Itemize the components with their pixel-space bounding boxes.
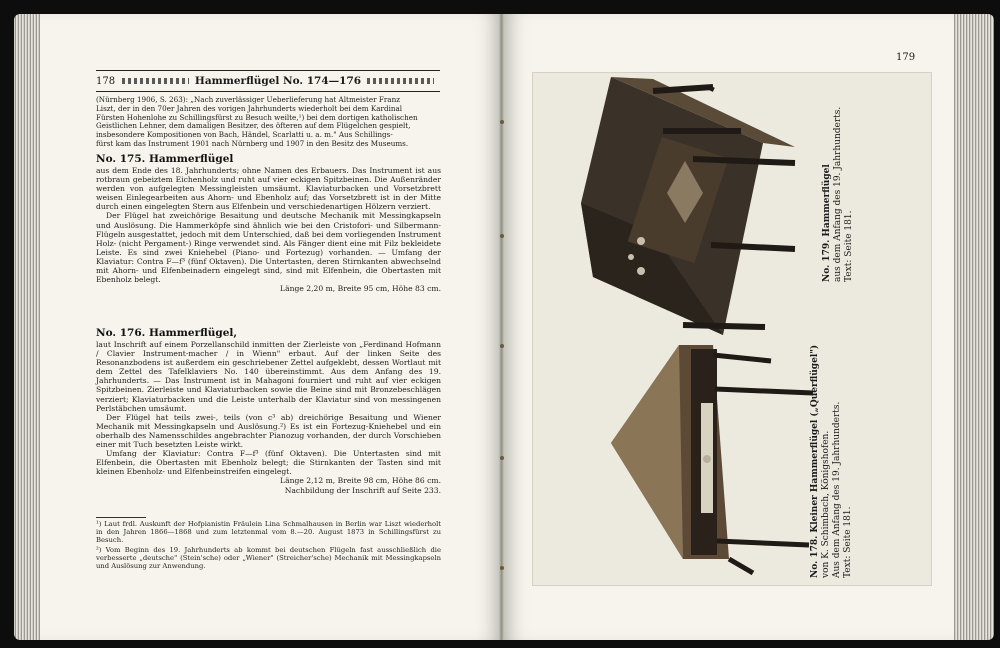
header-ornament [367, 78, 434, 84]
intro-line: (Nürnberg 1906, S. 263): „Nach zuverlässiger Ueberlieferung hat Altmeister Franz [96, 95, 400, 104]
entry-175-body [96, 166, 441, 293]
entry-176-para: Umfang der Klaviatur: Contra F—f³ (fünf Oktaven). Die Untertasten sind mit Elfenbein, die Obertasten mit Ebenholz belegt; die Stirnkanten der Tasten sind mit kleinen Ebenholz- und Elfenbeinstreifen eingelegt. [96, 449, 441, 477]
intro-line: Geistlichen Lehner, dem damaligen Besitzer, des öfteren auf dem Flügelchen gespielt, [96, 121, 411, 131]
entry-176-dimensions: Länge 2,12 m, Breite 98 cm, Höhe 86 cm. [280, 476, 441, 486]
intro-line: Liszt, der in den 70er Jahren des vorigen Jahrhunderts wiederholt bei dem Kardinal [96, 103, 403, 113]
page-number-right: 179 [896, 52, 916, 63]
piano-179-photo [581, 77, 795, 335]
header-ornament [122, 78, 189, 84]
entry-176-heading: No. 176. Hammerflügel, [96, 327, 238, 339]
binding-stitch [500, 234, 504, 238]
caption-179-ref: Text: Seite 181. [844, 210, 854, 282]
piano-photographs [533, 73, 931, 585]
intro-line: insbesondere Kompositionen von Bach, Händel, Scarlatti u. a. m." Aus Schillings- [96, 130, 393, 140]
right-page-edges [950, 14, 994, 640]
intro-paragraph [96, 96, 441, 149]
caption-179 [822, 107, 855, 282]
intro-line: fürst kam das Instrument 1901 nach Nürnberg und 1907 in den Besitz des Museums. [96, 138, 409, 148]
caption-178-ref: Text: Seite 181. [843, 506, 853, 578]
running-header [96, 70, 440, 92]
entry-175-heading: No. 175. Hammerflügel [96, 153, 234, 165]
footnote-rule [96, 517, 146, 518]
running-title: Hammerflügel No. 174—176 [194, 75, 362, 87]
entry-175-dimensions: Länge 2,20 m, Breite 95 cm, Höhe 83 cm. [280, 284, 441, 294]
binding-stitch [500, 456, 504, 460]
piano-178-photo [611, 345, 813, 573]
entry-175-para: Der Flügel hat zweichörige Besaitung und deutsche Mechanik mit Messingkapseln und Auslösung. Die Hammerköpfe sind ähnlich wie bei den Cristofori- und Silbermann-Flügeln ausgestattet, jedoch mit dem Unterschied, daß bei dem vorliegenden Instrument Holz- (nicht Pergament-) Ringe verwendet sind. Als Fänger dient eine mit Filz bekleidete Leiste. Es sind zwei Kniehebel (Piano- und Fortezug) vorhanden. — Umfang der Klaviatur: Contra F—f³ (fünf Oktaven). Die Untertasten, deren Stirnkanten abwechselnd mit Ahorn- und Elfenbeinadern eingelegt sind, sind mit Elfenbein, die Obertasten mit Ebenholz belegt. [96, 211, 441, 285]
binding-stitch [500, 120, 504, 124]
entry-176-note: Nachbildung der Inschrift auf Seite 233. [284, 485, 441, 495]
binding-stitch [500, 344, 504, 348]
binding-stitch [500, 566, 504, 570]
footnote: ¹) Laut frdl. Auskunft der Hofpianistin Fräulein Lina Schmalhausen in Berlin war Liszt wiederholt in den Jahren 1866—1868 und zum letztenmal vom 8.—20. August 1873 in Schillingsfürst zu Besuch. [96, 520, 441, 545]
page-number-left: 178 [96, 75, 116, 87]
caption-178-date: Aus dem Anfang des 19. Jahrhunderts. [832, 401, 842, 578]
caption-178 [810, 345, 854, 578]
intro-line: Fürsten Hohenlohe zu Schillingsfürst zu Besuch weilte,¹) bei dem dortigen katholischen [96, 112, 418, 122]
entry-175-para: aus dem Ende des 18. Jahrhunderts; ohne Namen des Erbauers. Das Instrument ist aus rotbraun gebeiztem Eichenholz und ruht auf vier eckigen Spitzbeinen. Die Außenränder werden von aufgelegten Messingleisten umsäumt. Klaviaturbacken und Vorsetzbrett weisen Einlegearbeiten aus Ahorn- und Ebenholz auf; das Vorsetzbrett ist in der Mitte durch einen eingelegten Stern aus Elfenbein und verschiedenartigen Hölzern verziert. [96, 166, 441, 212]
caption-178-title: No. 178. Kleiner Hammerflügel („Querflügel") [810, 344, 820, 578]
caption-179-date: aus dem Anfang des 19. Jahrhunderts. [833, 106, 843, 282]
footnote: ²) Vom Beginn des 19. Jahrhunderts ab kommt bei deutschen Flügeln fast ausschließlich die verbesserte „deutsche" (Stein'sche) oder „Wiener" (Streicher'sche) Mechanik mit Messingkapseln und Auslösung zur Anwendung. [96, 546, 441, 571]
entry-176-body [96, 340, 441, 495]
caption-178-maker: von K. Schimbach, Königshofen. [821, 430, 831, 578]
entry-176-para: Der Flügel hat teils zwei-, teils (von c³ ab) dreichörige Besaitung und Wiener Mechanik mit Messingkapseln und Auslösung.²) Es ist ein Fortezug-Kniehebel und ein oberhalb des Namensschildes angebrachter Pianozug vorhanden, der durch Vorschieben einer mit Tuch besetzten Leiste wirkt. [96, 412, 441, 450]
caption-179-title: No. 179. Hammerflügel [822, 164, 832, 282]
book-gutter [499, 14, 504, 640]
entry-176-para: laut Inschrift auf einem Porzellanschild inmitten der Zierleiste von „Ferdinand Hofmann / Clavier Instrument-macher / in Wienn" erbaut. Auf der linken Seite des Resonanzbodens ist außerdem ein geschriebener Zettel aufgeklebt, dessen Wortlaut mit dem Zettel des Tafelklaviers No. 140 übereinstimmt. Aus dem Anfang des 19. Jahrhunderts. — Das Instrument ist in Mahagoni fourniert und ruht auf vier eckigen Spitzbeinen. Zierleiste und Klaviaturbacken sowie die Beine sind mit Bronzebeschlägen verziert; Klaviaturbacken und die Leiste unterhalb der Klaviatur sind von messingenen Perlstäbchen umsäumt. [96, 340, 441, 413]
photo-plate [532, 72, 932, 586]
